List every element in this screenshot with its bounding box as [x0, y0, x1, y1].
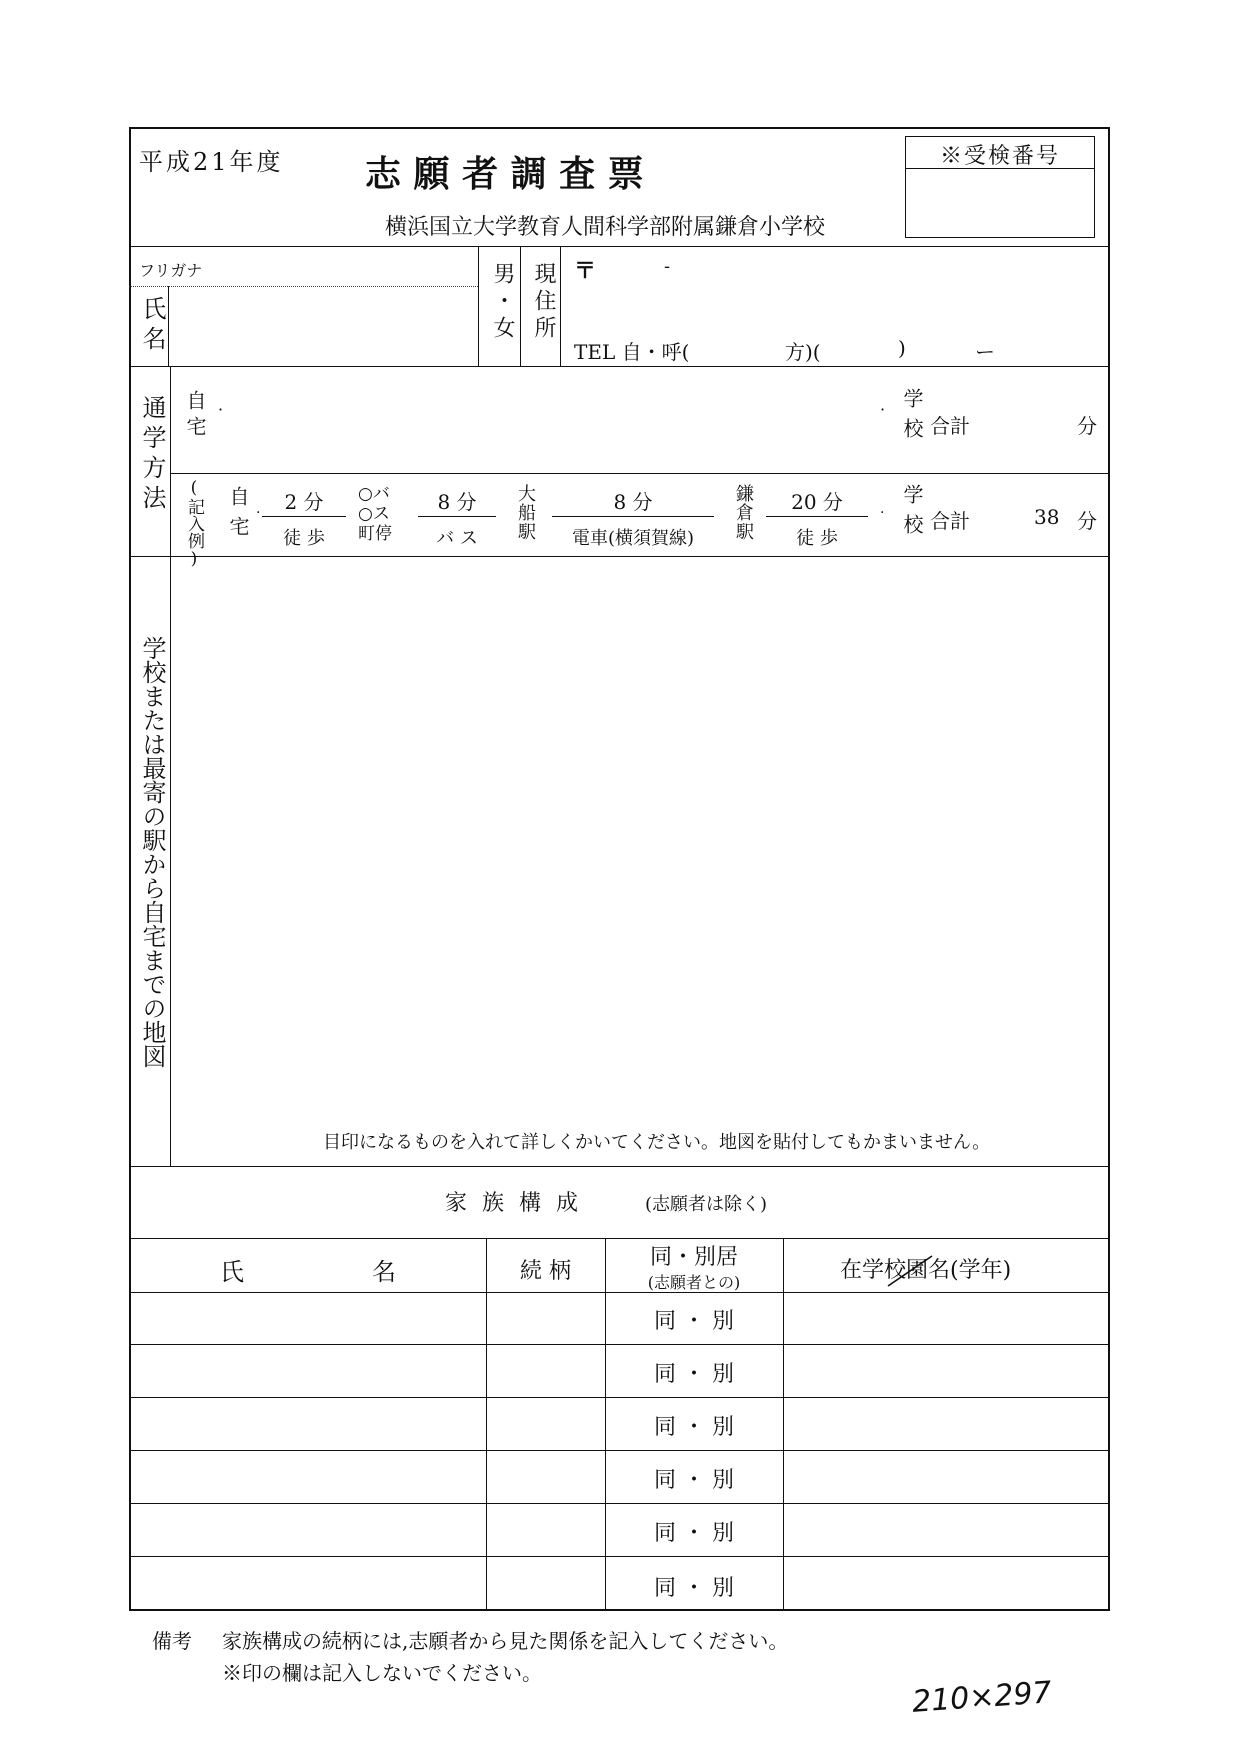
cohabit-choice[interactable]: 同 ・ 別	[654, 1362, 734, 1387]
map-drawing-area[interactable]	[174, 560, 1104, 1120]
name-label: 氏名	[138, 296, 166, 356]
fiscal-year: 平成21年度	[139, 148, 284, 176]
cohabit-choice[interactable]: 同 ・ 別	[654, 1309, 734, 1334]
tel-label: TEL 自・呼(	[574, 340, 690, 364]
family-relation-field[interactable]	[491, 1402, 603, 1446]
family-school-field[interactable]	[789, 1402, 1105, 1446]
family-school-field[interactable]	[789, 1296, 1105, 1340]
commute-home-label: 自宅	[183, 390, 207, 442]
postal-dash: -	[664, 256, 671, 277]
cohabit-choice[interactable]: 同 ・ 別	[654, 1468, 734, 1493]
example-seg2-time: 8 分	[437, 490, 477, 514]
tel-kata: 方)(	[785, 340, 821, 364]
family-header-name-right: 名	[372, 1258, 396, 1286]
commute-school-label: 学校	[900, 388, 924, 448]
example-seg1-time: 2 分	[284, 490, 324, 514]
strike-through-icon	[888, 1254, 934, 1288]
family-header-cohabit: 同・別居	[649, 1245, 738, 1270]
tel-dash: ー	[975, 340, 995, 364]
table-row	[129, 1292, 1110, 1345]
furigana-label: フリガナ	[139, 261, 203, 280]
family-table-body	[129, 1292, 1110, 1611]
school-header-pre: 在学校	[840, 1258, 907, 1283]
school-name: 横浜国立大学教育人間科学部附属鎌倉小学校	[385, 215, 826, 240]
example-total-label: 合計	[930, 509, 970, 533]
remarks-label: 備考	[152, 1629, 192, 1653]
family-name-field[interactable]	[133, 1402, 483, 1446]
sex-label[interactable]: 男・女	[490, 262, 515, 343]
address-label: 現住所	[531, 262, 556, 343]
family-header-cohabit-note: (志願者との)	[647, 1273, 741, 1292]
family-note: (志願者は除く)	[645, 1194, 768, 1215]
family-school-field[interactable]	[789, 1508, 1105, 1552]
example-seg3-time: 8 分	[613, 490, 653, 514]
example-seg4-mode: 徒 歩	[796, 528, 838, 549]
form-title: 志 願 者 調 査 票	[365, 153, 644, 195]
family-name-field[interactable]	[133, 1508, 483, 1552]
cohabit-choice[interactable]: 同 ・ 別	[654, 1521, 734, 1546]
example-home: 自宅	[226, 486, 250, 546]
example-total-value: 38	[1034, 505, 1060, 529]
map-instruction: 目印になるものを入れて詳しくかいてください。地図を貼付してもかまいません。	[323, 1132, 991, 1153]
family-school-field[interactable]	[789, 1455, 1105, 1499]
family-relation-field[interactable]	[491, 1561, 603, 1605]
commute-total-label: 合計	[930, 414, 970, 438]
cohabit-choice[interactable]: 同 ・ 別	[654, 1415, 734, 1440]
example-seg2-mode: バ ス	[436, 528, 478, 549]
applicant-name-field[interactable]	[172, 250, 472, 362]
exam-number-label: ※受検番号	[939, 144, 1060, 169]
family-school-field[interactable]	[789, 1561, 1105, 1605]
table-row	[129, 1504, 1110, 1557]
school-header-struck: 園	[906, 1258, 928, 1283]
family-name-field[interactable]	[133, 1455, 483, 1499]
family-name-field[interactable]	[133, 1349, 483, 1393]
address-field[interactable]	[600, 282, 1100, 326]
map-section-label: 学校または最寄の駅から自宅までの地図	[138, 636, 166, 1068]
example-school: 学校	[900, 484, 924, 544]
table-row	[129, 1345, 1110, 1398]
example-label: (記入例)	[184, 478, 204, 569]
tel-close: )	[898, 336, 906, 360]
example-seg4-time: 20 分	[791, 490, 843, 514]
family-header-school	[840, 1253, 1011, 1284]
postal-mark: 〒	[574, 258, 597, 284]
family-header-relation: 続 柄	[520, 1259, 571, 1284]
remark-2: ※印の欄は記入しないでください。	[222, 1661, 542, 1685]
family-relation-field[interactable]	[491, 1455, 603, 1499]
commute-route-field[interactable]	[220, 385, 880, 433]
family-title: 家 族 構 成	[445, 1191, 582, 1216]
commute-label: 通学方法	[138, 395, 166, 515]
remark-1: 家族構成の続柄には,志願者から見た関係を記入してください。	[222, 1629, 789, 1653]
cohabit-choice[interactable]: 同 ・ 別	[654, 1576, 734, 1601]
family-relation-field[interactable]	[491, 1349, 603, 1393]
example-station2: 鎌倉駅	[733, 484, 754, 541]
handwritten-size-note: 210×297	[910, 1675, 1053, 1720]
family-school-field[interactable]	[789, 1349, 1105, 1393]
family-header-name-left: 氏	[220, 1258, 244, 1286]
table-row	[129, 1557, 1110, 1611]
commute-minutes-label: 分	[1077, 414, 1097, 438]
example-seg3-mode: 電車(横須賀線)	[571, 528, 695, 549]
example-bus-stop: ○バ ○ス 町停	[358, 484, 392, 544]
table-row	[129, 1398, 1110, 1451]
family-relation-field[interactable]	[491, 1508, 603, 1552]
example-minutes: 分	[1077, 509, 1097, 533]
table-row	[129, 1451, 1110, 1504]
example-seg1-mode: 徒 歩	[283, 528, 325, 549]
example-station1: 大船駅	[515, 484, 536, 541]
school-header-post: 名(学年)	[928, 1258, 1012, 1283]
family-relation-field[interactable]	[491, 1296, 603, 1340]
family-name-field[interactable]	[133, 1561, 483, 1605]
family-name-field[interactable]	[133, 1296, 483, 1340]
